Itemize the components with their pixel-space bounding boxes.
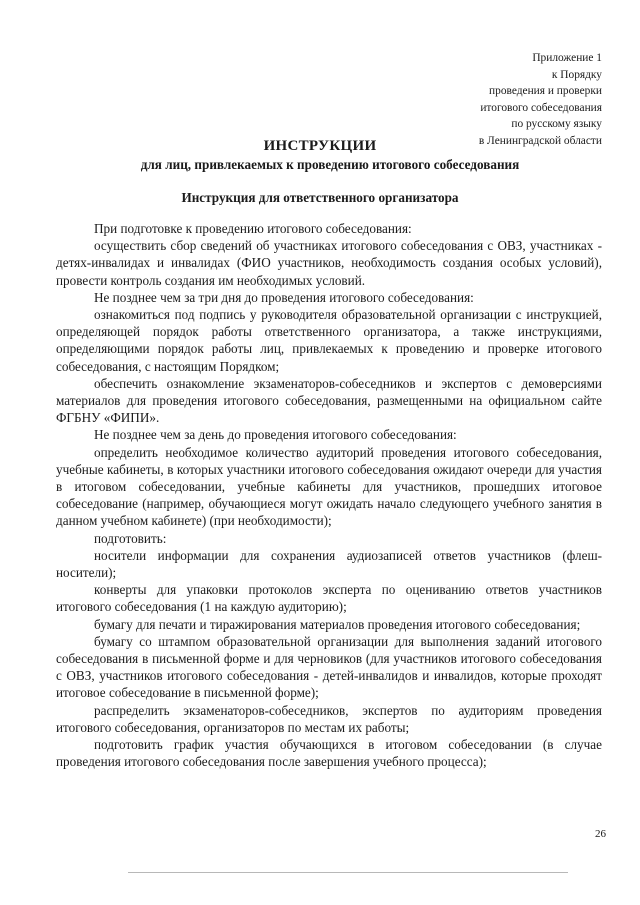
paragraph: Не позднее чем за день до проведения итогового собеседования: — [94, 427, 457, 443]
appendix-line: по русскому языку — [511, 118, 602, 130]
paragraph: подготовить график участия обучающихся в итоговом собеседовании (в случае проведения итогового собеседования после завершения учебного процесса); — [56, 737, 602, 770]
document-subtitle: для лиц, привлекаемых к проведению итогового собеседования — [140, 157, 520, 172]
paragraph: распределить экзаменаторов-собеседников, экспертов по аудиториям проведения итогового собеседования, организаторов по местам их работы; — [56, 702, 602, 735]
page-number: 26 — [595, 828, 606, 840]
section-title: Инструкция для ответственного организатора — [181, 190, 459, 205]
appendix-line: итогового собеседования — [480, 101, 602, 114]
paragraph: При подготовке к проведению итогового собеседования: — [94, 221, 412, 236]
paragraph: бумагу для печати и тиражирования материалов проведения итогового собеседования; — [94, 616, 581, 632]
paragraph: подготовить: — [94, 530, 167, 546]
paragraph: бумагу со штампом образовательной организации для выполнения заданий итогового собеседования в письменной форме и для черновиков (для участников итогового собеседования с ОВЗ, участников итогового собеседования - детей-инвалидов и инвалидов, которые проходят итоговое собеседование в письменной форме); — [56, 633, 602, 701]
instruction-body — [56, 220, 602, 771]
scan-artifact-line — [128, 872, 568, 873]
appendix-line: к Порядку — [551, 68, 602, 81]
appendix-header — [362, 50, 602, 149]
paragraph: ознакомиться под подпись у руководителя образовательной организации с инструкцией, определяющей порядок работы ответственного организатора, а также инструкциями, определяющими порядок работы лиц, привлекаемых к проведению и проверке итогового собеседования, с настоящим Порядком; — [56, 307, 602, 374]
paragraph: носители информации для сохранения аудиозаписей ответов участников (флеш-носители); — [56, 547, 602, 581]
paragraph: конверты для упаковки протоколов эксперта по оцениванию ответов участников итогового собеседования (1 на каждую аудиторию); — [56, 582, 602, 615]
paragraph: Не позднее чем за три дня до проведения итогового собеседования: — [94, 289, 474, 305]
paragraph: осуществить сбор сведений об участниках итогового собеседования с ОВЗ, участниках - детях-инвалидах и инвалидах (ФИО участников, необходимость создания особых условий), провести контроль создания им необходимых условий. — [56, 238, 602, 288]
appendix-line: Приложение 1 — [532, 52, 602, 64]
paragraph: определить необходимое количество аудиторий проведения итогового собеседования, учебные кабинеты, в которых участники итогового собеседования ожидают очереди для участия в итоговом собеседовании, учебные кабинеты для участников, прошедших итоговое собеседование (например, обучающиеся могут ожидать начало следующего учебного занятия в данном учебном кабинете) (при необходимости); — [56, 444, 602, 529]
appendix-line: в Ленинградской области — [478, 134, 602, 147]
document-title: ИНСТРУКЦИИ — [263, 138, 377, 154]
paragraph: обеспечить ознакомление экзаменаторов-собеседников и экспертов с демоверсиями материалов для проведения итогового собеседования, размещенными на официальном сайте ФГБНУ «ФИПИ». — [56, 375, 602, 426]
appendix-line: проведения и проверки — [489, 85, 602, 97]
